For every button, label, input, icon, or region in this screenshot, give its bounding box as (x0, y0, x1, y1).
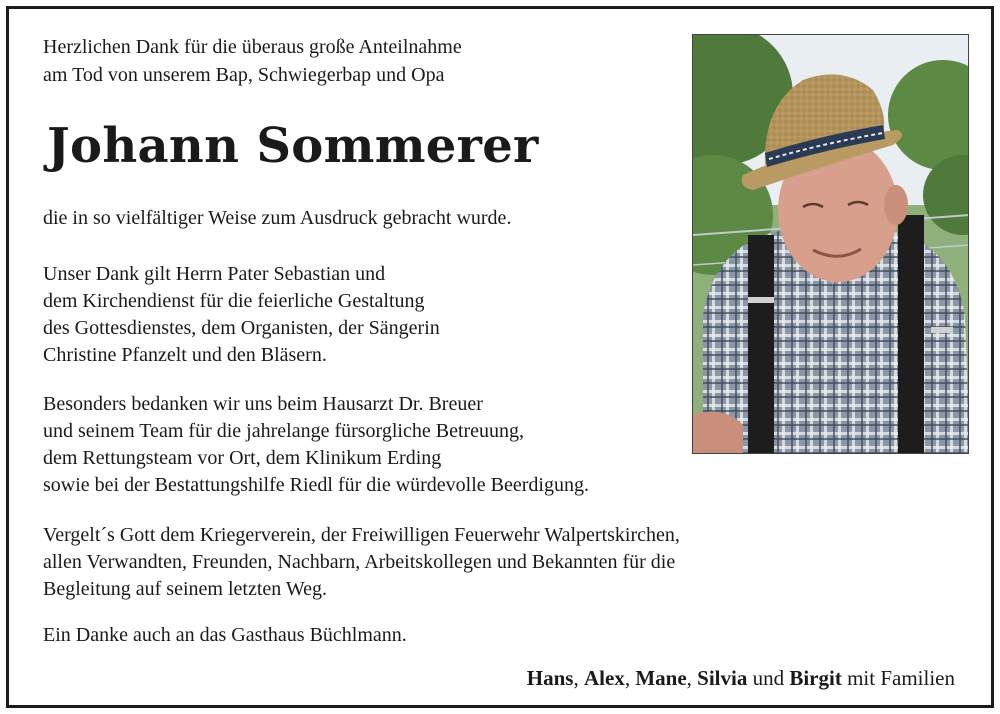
signature-line (527, 666, 955, 691)
intro-text: Herzlichen Dank für die überaus große Anteilnahme am Tod von unserem Bap, Schwiegerbap und Opa (43, 36, 462, 86)
signature-separator: , (624, 666, 636, 690)
thanks-paragraph-church: Unser Dank gilt Herrn Pater Sebastian und dem Kirchendienst für die feierliche Gestaltung des Gottesdienstes, dem Organisten, der Sängerin Christine Pfanzelt und den Bläsern. (43, 263, 440, 366)
suspender-clip (931, 327, 953, 333)
suspender-left (748, 235, 774, 454)
deceased-name: Johann Sommerer (47, 118, 539, 174)
signature-name: Silvia (697, 666, 748, 690)
signature-separator: und (747, 666, 790, 690)
suspender-right (898, 215, 924, 454)
signature-name: Birgit (789, 666, 842, 690)
signature-name: Alex (583, 666, 625, 690)
thanks-paragraph-inn: Ein Danke auch an das Gasthaus Büchlmann. (43, 624, 407, 646)
obituary-card (6, 6, 994, 708)
thanks-paragraph-community: Vergelt´s Gott dem Kriegerverein, der Freiwilligen Feuerwehr Walpertskirchen, allen Verwandten, Freunden, Nachbarn, Arbeitskollegen und Bekannten für die Begleitung auf seinem letzten Weg. (43, 524, 680, 600)
expression-text: die in so vielfältiger Weise zum Ausdruck gebracht wurde. (43, 207, 512, 229)
suspender-clip (748, 297, 774, 303)
ear (884, 185, 908, 225)
thanks-paragraph-medical: Besonders bedanken wir uns beim Hausarzt Dr. Breuer und seinem Team für die jahrelange fürsorgliche Betreuung, dem Rettungsteam vor Ort, dem Klinikum Erding sowie bei der Bestattungshilfe Riedl für die würdevolle Beerdigung. (43, 393, 589, 496)
signature-separator: , (686, 666, 698, 690)
signature-separator: , (573, 666, 584, 690)
signature-name: Mane (635, 666, 687, 690)
signature-name: Hans (526, 666, 574, 690)
portrait-illustration (693, 35, 969, 454)
portrait-photo (692, 34, 969, 454)
signature-suffix: mit Familien (841, 666, 955, 690)
